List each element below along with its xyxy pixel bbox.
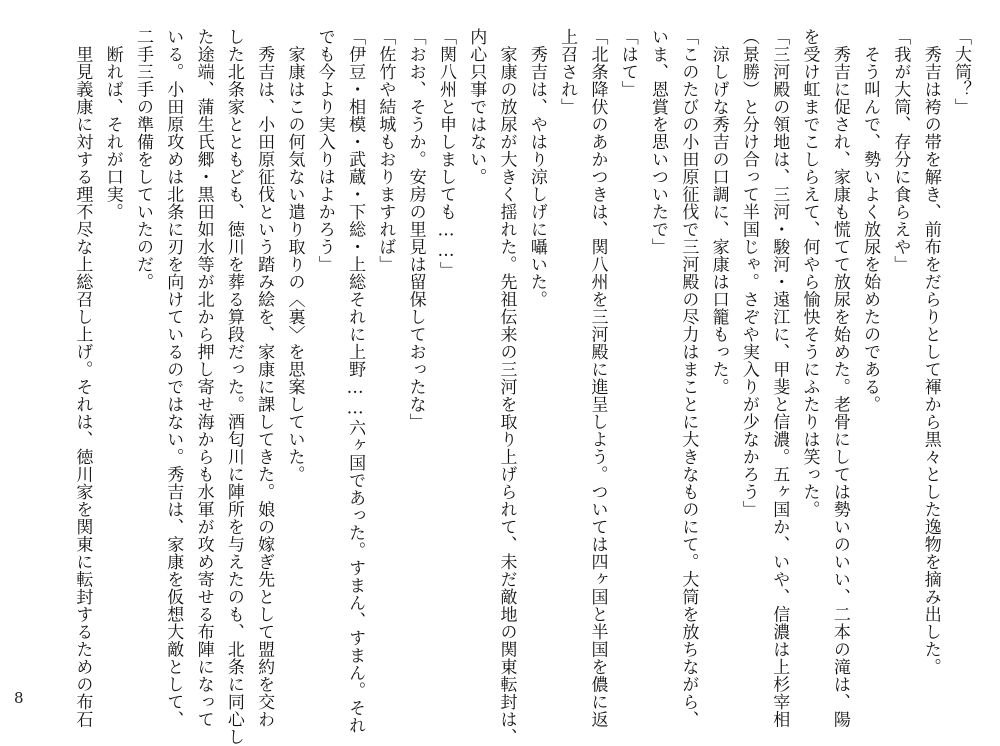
text-line: 秀吉に促され、家康も慌てて放尿を始めた。老骨にしては勢いのいい、二本の滝は、陽 — [829, 28, 850, 728]
text-line: 秀吉は袴の帯を解き、前布をだらりとして褌から黒々とした逸物を摘み出した。 — [920, 28, 941, 676]
page-number: 8 — [14, 689, 24, 707]
text-line: 二手三手の準備をしていたのだ。 — [132, 28, 153, 291]
text-line: いる。小田原攻めは北条に刃を向けているのではない。秀吉は、家康を仮想大敵として、 — [163, 28, 184, 728]
text-line: を受け虹までこしらえて、何やら愉快そうにふたりは笑った。 — [799, 28, 820, 518]
text-line: 上召され」 — [557, 28, 578, 116]
text-line: 「はて」 — [617, 28, 638, 98]
text-line: 里見義康に対する理不尽な上総召し上げ。それは、徳川家を関東に転封するための布石 — [72, 28, 93, 728]
text-line: 内心只事ではない。 — [466, 28, 487, 186]
text-line: 家康はこの何気ない遣り取りの〈裏〉を思案していた。 — [284, 28, 305, 483]
text-line: でも今より実入りはよかろう」 — [314, 28, 335, 273]
text-line: そう叫んで、勢いよく放尿を始めたのである。 — [860, 28, 881, 413]
text-line: いま、恩賞を思いついたで」 — [648, 28, 669, 256]
text-line: 「伊豆・相模・武蔵・下総・上総それに上野……六ヶ国であった。すまん、すまん。それ — [345, 28, 366, 734]
text-line: 涼しげな秀吉の口調に、家康は口籠もった。 — [708, 28, 729, 396]
text-line: （景勝）と分け合って半国じゃ。さぞや実入りが少なかろう」 — [738, 28, 759, 518]
text-line: 秀吉は、小田原征伐という踏み絵を、家康に課してきた。娘の嫁ぎ先として盟約を交わ — [254, 28, 275, 728]
text-line: 「おお、そうか。安房の里見は留保しておったな」 — [405, 28, 426, 431]
text-line: 「我が大筒、存分に食らえや」 — [890, 28, 911, 273]
text-line: 「関八州と申しましても……」 — [435, 28, 456, 279]
text-line: 秀吉は、やはり涼しげに囁いた。 — [526, 28, 547, 308]
text-line: 「北条降伏のあかつきは、関八州を三河殿に進呈しよう。ついては四ヶ国と半国を儂に返 — [587, 28, 608, 728]
text-line: 「大筒？」 — [951, 28, 971, 116]
text-line: 「このたびの小田原征伐で三河殿の尽力はまことに大きなものにて。大筒を放ちながら、 — [678, 28, 699, 728]
text-line: 断れば、それが口実。 — [102, 28, 123, 221]
text-line: た途端、蒲生氏郷・黒田如水等が北から押し寄せ海からも水軍が攻め寄せる布陣になって — [193, 28, 214, 728]
text-line: した北条家とともども、徳川を葬る算段だった。酒匂川に陣所を与えたのも、北条に同心し — [223, 28, 244, 746]
text-line: 「三河殿の領地は、三河・駿河・遠江に、甲斐と信濃。五ヶ国か、いや、信濃は上杉宰相 — [769, 28, 790, 728]
text-line: 「佐竹や結城もおりますれば」 — [375, 28, 396, 273]
vertical-text-body — [67, 28, 976, 746]
text-line: 家康の放尿が大きく揺れた。先祖伝来の三河を取り上げられて、未だ敵地の関東転封は、 — [496, 28, 517, 746]
